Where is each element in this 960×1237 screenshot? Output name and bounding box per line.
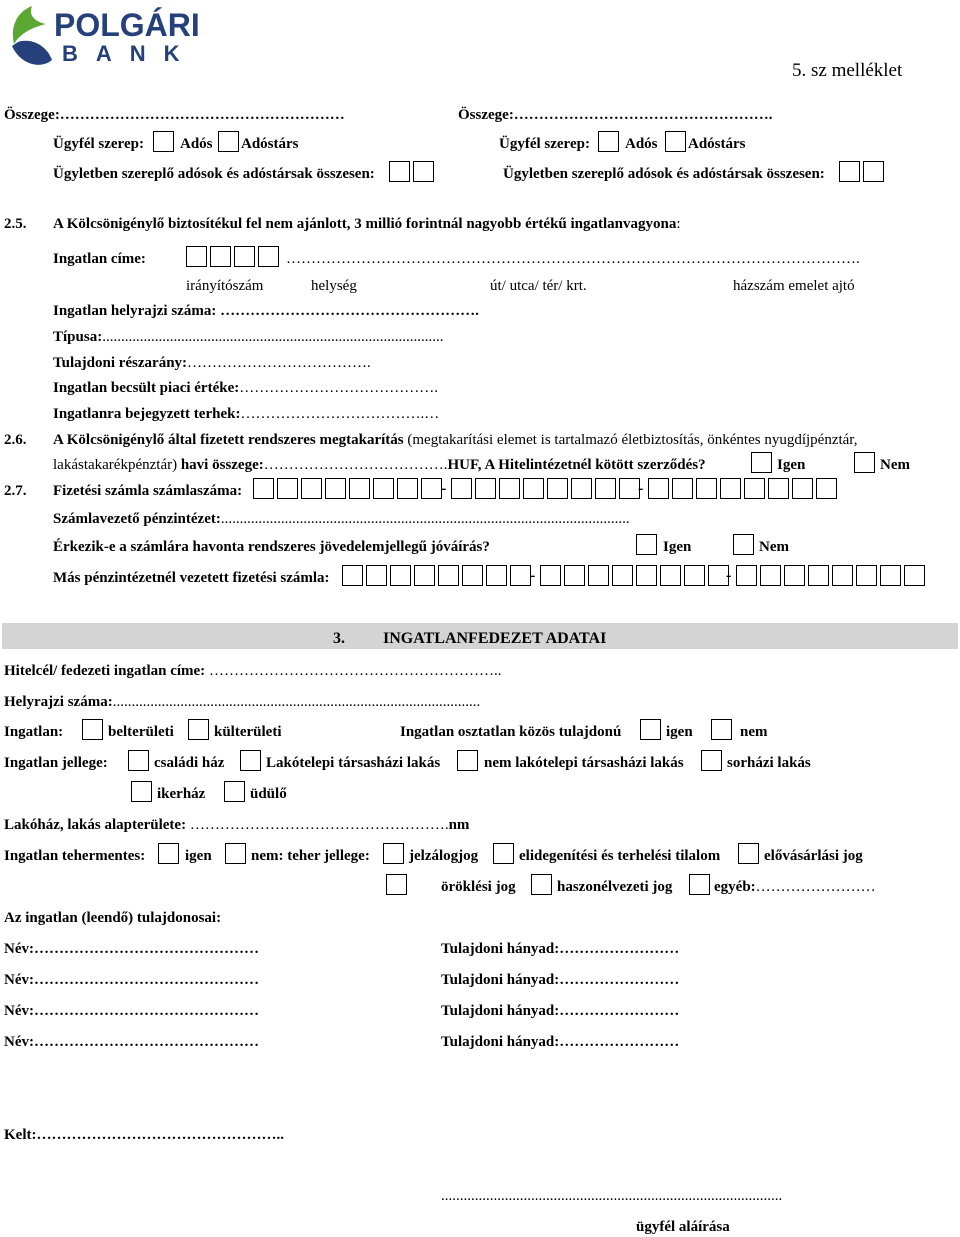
- s3-lot: [4, 693, 480, 711]
- s3-prop-label: Ingatlan:: [4, 724, 64, 740]
- account-digit-box[interactable]: [475, 478, 496, 499]
- account-digit-box[interactable]: [832, 565, 853, 586]
- logo-line2: BANK: [62, 41, 198, 66]
- role-label-right: Ügyfél szerep:: [499, 136, 590, 152]
- s3-family: családi ház: [154, 755, 225, 771]
- role-codebtor-checkbox-right[interactable]: [665, 131, 686, 152]
- account-digit-box[interactable]: [564, 565, 585, 586]
- s26-line2-normal: lakástakarékpénztár): [53, 457, 181, 473]
- s3-family-checkbox[interactable]: [128, 750, 149, 771]
- account-digit-box[interactable]: [684, 565, 705, 586]
- s3-common-label: Ingatlan osztatlan közös tulajdonú: [400, 724, 622, 740]
- s3-twin-checkbox[interactable]: [131, 781, 152, 802]
- account-digit-box[interactable]: [636, 565, 657, 586]
- s3-heading: INGATLANFEDEZET ADATAI: [383, 630, 607, 647]
- signature-label: ügyfél aláírása: [636, 1219, 730, 1235]
- s27-income-no-checkbox[interactable]: [733, 534, 754, 555]
- s3-area-label: Lakóház, lakás alapterülete:: [4, 817, 187, 833]
- s3-holiday: üdülő: [250, 786, 287, 802]
- account-digit-box[interactable]: [366, 565, 387, 586]
- s3-twin: ikerház: [157, 786, 206, 802]
- s25-lot-label: Ingatlan helyrajzi száma:: [53, 303, 217, 319]
- s3-addr-dots[interactable]: …………………………………………………..: [208, 663, 502, 679]
- account-digit-box[interactable]: [792, 478, 813, 499]
- logo-line1: POLGÁRI: [54, 7, 200, 43]
- s25-share-label: Tulajdoni részarány:: [53, 355, 188, 371]
- s25-type-dots[interactable]: ...........................................................................................: [102, 329, 444, 345]
- account-digit-box[interactable]: [277, 478, 298, 499]
- account-digit-box[interactable]: [373, 478, 394, 499]
- account-digit-box[interactable]: [486, 565, 507, 586]
- amount-right: Összege:…………………………………………….: [458, 107, 773, 123]
- s25-share: [53, 354, 371, 372]
- s3-estate-checkbox[interactable]: [240, 750, 261, 771]
- bank-logo: [6, 4, 200, 74]
- s3-preempt-checkbox[interactable]: [738, 843, 759, 864]
- s3-common-yes-checkbox[interactable]: [640, 719, 661, 740]
- s27-income-question: Érkezik-e a számlára havonta rendszeres jövedelemjellegű jóváírás?: [53, 539, 490, 555]
- account-digit-box[interactable]: [547, 478, 568, 499]
- s3-owners-label: Az ingatlan (leendő) tulajdonosai:: [4, 910, 222, 926]
- s27-account-label: Fizetési számla számlaszáma:: [53, 483, 243, 499]
- s27-income-yes-checkbox[interactable]: [636, 534, 657, 555]
- account-digit-box[interactable]: [571, 478, 592, 499]
- s3-heading-num: 3.: [333, 630, 345, 647]
- account-digit-box[interactable]: [325, 478, 346, 499]
- s3-nonestate-checkbox[interactable]: [457, 750, 478, 771]
- count-box-left-2[interactable]: [413, 161, 434, 182]
- account-digit-box[interactable]: [768, 478, 789, 499]
- s26-line2-bold: havi összege:: [180, 457, 264, 473]
- s25-lot-dots[interactable]: …………………………………………….: [220, 303, 479, 319]
- s3-holiday-checkbox[interactable]: [224, 781, 245, 802]
- s3-inner-checkbox[interactable]: [82, 719, 103, 740]
- s3-common-yes: igen: [666, 724, 693, 740]
- account-digit-box[interactable]: [540, 565, 561, 586]
- s25-address-dots[interactable]: …………………………………………………………………………………………………….: [286, 251, 860, 267]
- zip-box[interactable]: [234, 246, 255, 267]
- owner-name[interactable]: Név:………………………………………: [4, 972, 259, 988]
- account-group-2: [451, 478, 640, 499]
- role-codebtor-right: Adóstárs: [688, 136, 746, 152]
- s26-no-checkbox[interactable]: [854, 452, 875, 473]
- account-digit-box[interactable]: [880, 565, 901, 586]
- role-codebtor-left: Adóstárs: [241, 136, 299, 152]
- s3-common-no-checkbox[interactable]: [711, 719, 732, 740]
- account-digit-box[interactable]: [856, 565, 877, 586]
- account-digit-box[interactable]: [760, 565, 781, 586]
- s3-rowhouse: sorházi lakás: [727, 755, 811, 771]
- s3-rowhouse-checkbox[interactable]: [701, 750, 722, 771]
- account-digit-box[interactable]: [349, 478, 370, 499]
- account-digit-box[interactable]: [619, 478, 640, 499]
- owner-name[interactable]: Név:………………………………………: [4, 1003, 259, 1019]
- s26-yes-checkbox[interactable]: [751, 452, 772, 473]
- account-digit-box[interactable]: [588, 565, 609, 586]
- s26-num: 2.6.: [4, 432, 27, 448]
- owner-name[interactable]: Név:………………………………………: [4, 1034, 259, 1050]
- leaf-icon: [6, 4, 56, 74]
- s25-title-colon: :: [676, 216, 681, 232]
- s25-value-dots[interactable]: ………………………………….: [239, 380, 438, 396]
- zip-box[interactable]: [258, 246, 279, 267]
- s27-bank-dots[interactable]: .............................................................................................................: [220, 511, 630, 527]
- account-group-1: [253, 478, 442, 499]
- count-box-right-1[interactable]: [839, 161, 860, 182]
- account-digit-box[interactable]: [672, 478, 693, 499]
- s25-lot: [53, 302, 479, 320]
- account-digit-box[interactable]: [421, 478, 442, 499]
- s25-num: 2.5.: [4, 216, 27, 232]
- s3-free-no-checkbox[interactable]: [225, 843, 246, 864]
- s3-other-label: egyéb:: [714, 879, 756, 895]
- s25-type: [53, 328, 443, 346]
- s3-addr-label: Hitelcél/ fedezeti ingatlan címe:: [4, 663, 206, 679]
- date-field[interactable]: Kelt:…………………………………………..: [4, 1127, 284, 1143]
- zip-box[interactable]: [186, 246, 207, 267]
- s3-usufruct-checkbox[interactable]: [531, 874, 552, 895]
- account-digit-box[interactable]: [253, 478, 274, 499]
- account-digit-box[interactable]: [510, 565, 531, 586]
- role-debtor-right: Adós: [625, 136, 658, 152]
- s26-line2-rest: HUF, A Hitelintézetnél kötött szerződés?: [447, 457, 706, 473]
- s25-zip-boxes: [186, 246, 279, 267]
- annex-label: 5. sz melléklet: [792, 60, 903, 81]
- account-digit-box[interactable]: [397, 478, 418, 499]
- s27-bank-label: Számlavezető pénzintézet:: [53, 511, 221, 527]
- account-digit-box[interactable]: [736, 565, 757, 586]
- s25-sub-city: helység: [311, 278, 357, 294]
- account-digit-box[interactable]: [660, 565, 681, 586]
- owner-name[interactable]: Név:………………………………………: [4, 941, 259, 957]
- s3-usufruct: haszonélvezeti jog: [557, 879, 673, 895]
- s3-free-yes-checkbox[interactable]: [158, 843, 179, 864]
- count-box-left-1[interactable]: [389, 161, 410, 182]
- owner-share[interactable]: Tulajdoni hányad:……………………: [441, 1003, 680, 1019]
- s3-ban: elidegenítési és terhelési tilalom: [519, 848, 721, 864]
- s3-estate: Lakótelepi társasházi lakás: [266, 755, 441, 771]
- account-digit-box[interactable]: [648, 478, 669, 499]
- owner-share[interactable]: Tulajdoni hányad:……………………: [441, 972, 680, 988]
- account-digit-box[interactable]: [784, 565, 805, 586]
- s3-free-yes: igen: [185, 848, 212, 864]
- count-box-right-2[interactable]: [863, 161, 884, 182]
- owner-share[interactable]: Tulajdoni hányad:……………………: [441, 941, 680, 957]
- account-dash-2: -: [638, 480, 644, 497]
- count-label-left: Ügyletben szereplő adósok és adóstársak összesen:: [53, 166, 375, 182]
- s27-bank: [53, 510, 630, 528]
- s25-sub-zip: irányítószám: [186, 278, 264, 294]
- account-digit-box[interactable]: [612, 565, 633, 586]
- s25-share-dots[interactable]: ……………………………….: [187, 355, 371, 371]
- account-group-3: [648, 478, 837, 499]
- account-dash-1: -: [441, 480, 447, 497]
- s25-value-label: Ingatlan becsült piaci értéke:: [53, 380, 240, 396]
- s27-income-no: Nem: [759, 539, 789, 555]
- account-digit-box[interactable]: [451, 478, 472, 499]
- owner-share[interactable]: Tulajdoni hányad:……………………: [441, 1034, 680, 1050]
- s3-mortgage-checkbox[interactable]: [383, 843, 404, 864]
- s25-encumb-label: Ingatlanra bejegyzett terhek:: [53, 406, 241, 422]
- account-digit-box[interactable]: [904, 565, 925, 586]
- s3-inherit-checkbox[interactable]: [386, 874, 407, 895]
- account-digit-box[interactable]: [816, 478, 837, 499]
- s26-bold1: A Kölcsönigénylő által fizetett rendszeres megtakarítás: [53, 432, 404, 448]
- account-digit-box[interactable]: [808, 565, 829, 586]
- s25-sub-house: házszám emelet ajtó: [733, 278, 855, 294]
- account-digit-box[interactable]: [499, 478, 520, 499]
- account-digit-box[interactable]: [342, 565, 363, 586]
- other-account-group-3: [736, 565, 925, 586]
- s26-yes: Igen: [777, 457, 806, 473]
- signature-line[interactable]: ...........................................................................................: [441, 1188, 783, 1204]
- s3-free-no: nem: teher jellege:: [251, 848, 370, 864]
- role-debtor-left: Adós: [180, 136, 213, 152]
- amount-left: Összege:…………………………………………………: [4, 107, 345, 123]
- account-digit-box[interactable]: [414, 565, 435, 586]
- account-digit-box[interactable]: [523, 478, 544, 499]
- s3-mortgage: jelzálogjog: [409, 848, 479, 864]
- s3-addr: [4, 662, 501, 680]
- s3-nonestate: nem lakótelepi társasházi lakás: [484, 755, 684, 771]
- s3-common-no: nem: [740, 724, 768, 740]
- s3-nature-label: Ingatlan jellege:: [4, 755, 108, 771]
- s3-ban-checkbox[interactable]: [493, 843, 514, 864]
- s3-preempt: elővásárlási jog: [764, 848, 863, 864]
- s27-income-yes: Igen: [663, 539, 692, 555]
- s3-inner: belterületi: [108, 724, 174, 740]
- s3-area-unit: nm: [448, 817, 470, 833]
- s26-line1: [53, 431, 857, 449]
- role-label-left: Ügyfél szerep:: [53, 136, 144, 152]
- account-digit-box[interactable]: [720, 478, 741, 499]
- account-digit-box[interactable]: [595, 478, 616, 499]
- s3-area-dots[interactable]: …………………………………………….: [189, 817, 449, 833]
- s27-other-label: Más pénzintézetnél vezetett fizetési számla:: [53, 570, 330, 586]
- count-label-right: Ügyletben szereplő adósok és adóstársak összesen:: [503, 166, 825, 182]
- s25-sub-street: út/ utca/ tér/ krt.: [490, 278, 587, 294]
- role-codebtor-checkbox-left[interactable]: [218, 131, 239, 152]
- s25-title-text: A Kölcsönigénylő biztosítékul fel nem ajánlott, 3 millió forintnál nagyobb értékű ingatlanvagyona: [53, 216, 677, 232]
- account-digit-box[interactable]: [438, 565, 459, 586]
- account-digit-box[interactable]: [744, 478, 765, 499]
- s3-inherit: öröklési jog: [441, 879, 516, 895]
- role-debtor-checkbox-left[interactable]: [153, 131, 174, 152]
- s3-other-dots[interactable]: ……………………: [755, 879, 876, 895]
- account-digit-box[interactable]: [462, 565, 483, 586]
- s3-other: [714, 878, 876, 896]
- s27-num: 2.7.: [4, 483, 27, 499]
- s3-lot-label: Helyrajzi száma:: [4, 694, 113, 710]
- other-account-dash-1: -: [530, 567, 536, 584]
- account-digit-box[interactable]: [696, 478, 717, 499]
- s26-line2-dots[interactable]: ……………………………….: [263, 457, 448, 473]
- s25-address-label: Ingatlan címe:: [53, 251, 146, 267]
- s25-type-label: Típusa:: [53, 329, 103, 345]
- other-account-dash-2: -: [726, 567, 732, 584]
- account-digit-box[interactable]: [301, 478, 322, 499]
- s25-title: [53, 215, 681, 233]
- zip-box[interactable]: [210, 246, 231, 267]
- s3-lot-dots[interactable]: ..................................................................................................: [112, 694, 481, 710]
- s3-outer-checkbox[interactable]: [188, 719, 209, 740]
- s3-other-checkbox[interactable]: [689, 874, 710, 895]
- s25-encumb-dots[interactable]: ……………………………….…: [240, 406, 440, 422]
- s25-value: [53, 379, 438, 397]
- s26-no: Nem: [880, 457, 910, 473]
- other-account-group-2: [540, 565, 732, 586]
- s3-area: [4, 816, 469, 834]
- account-digit-box[interactable]: [390, 565, 411, 586]
- role-debtor-checkbox-right[interactable]: [598, 131, 619, 152]
- s3-outer: külterületi: [214, 724, 282, 740]
- s25-encumb: [53, 405, 439, 423]
- other-account-group-1: [342, 565, 531, 586]
- s26-line2: [53, 456, 706, 474]
- s3-free-label: Ingatlan tehermentes:: [4, 848, 146, 864]
- s26-normal1: (megtakarítási elemet is tartalmazó életbiztosítás, önkéntes nyugdíjpénztár,: [403, 432, 858, 448]
